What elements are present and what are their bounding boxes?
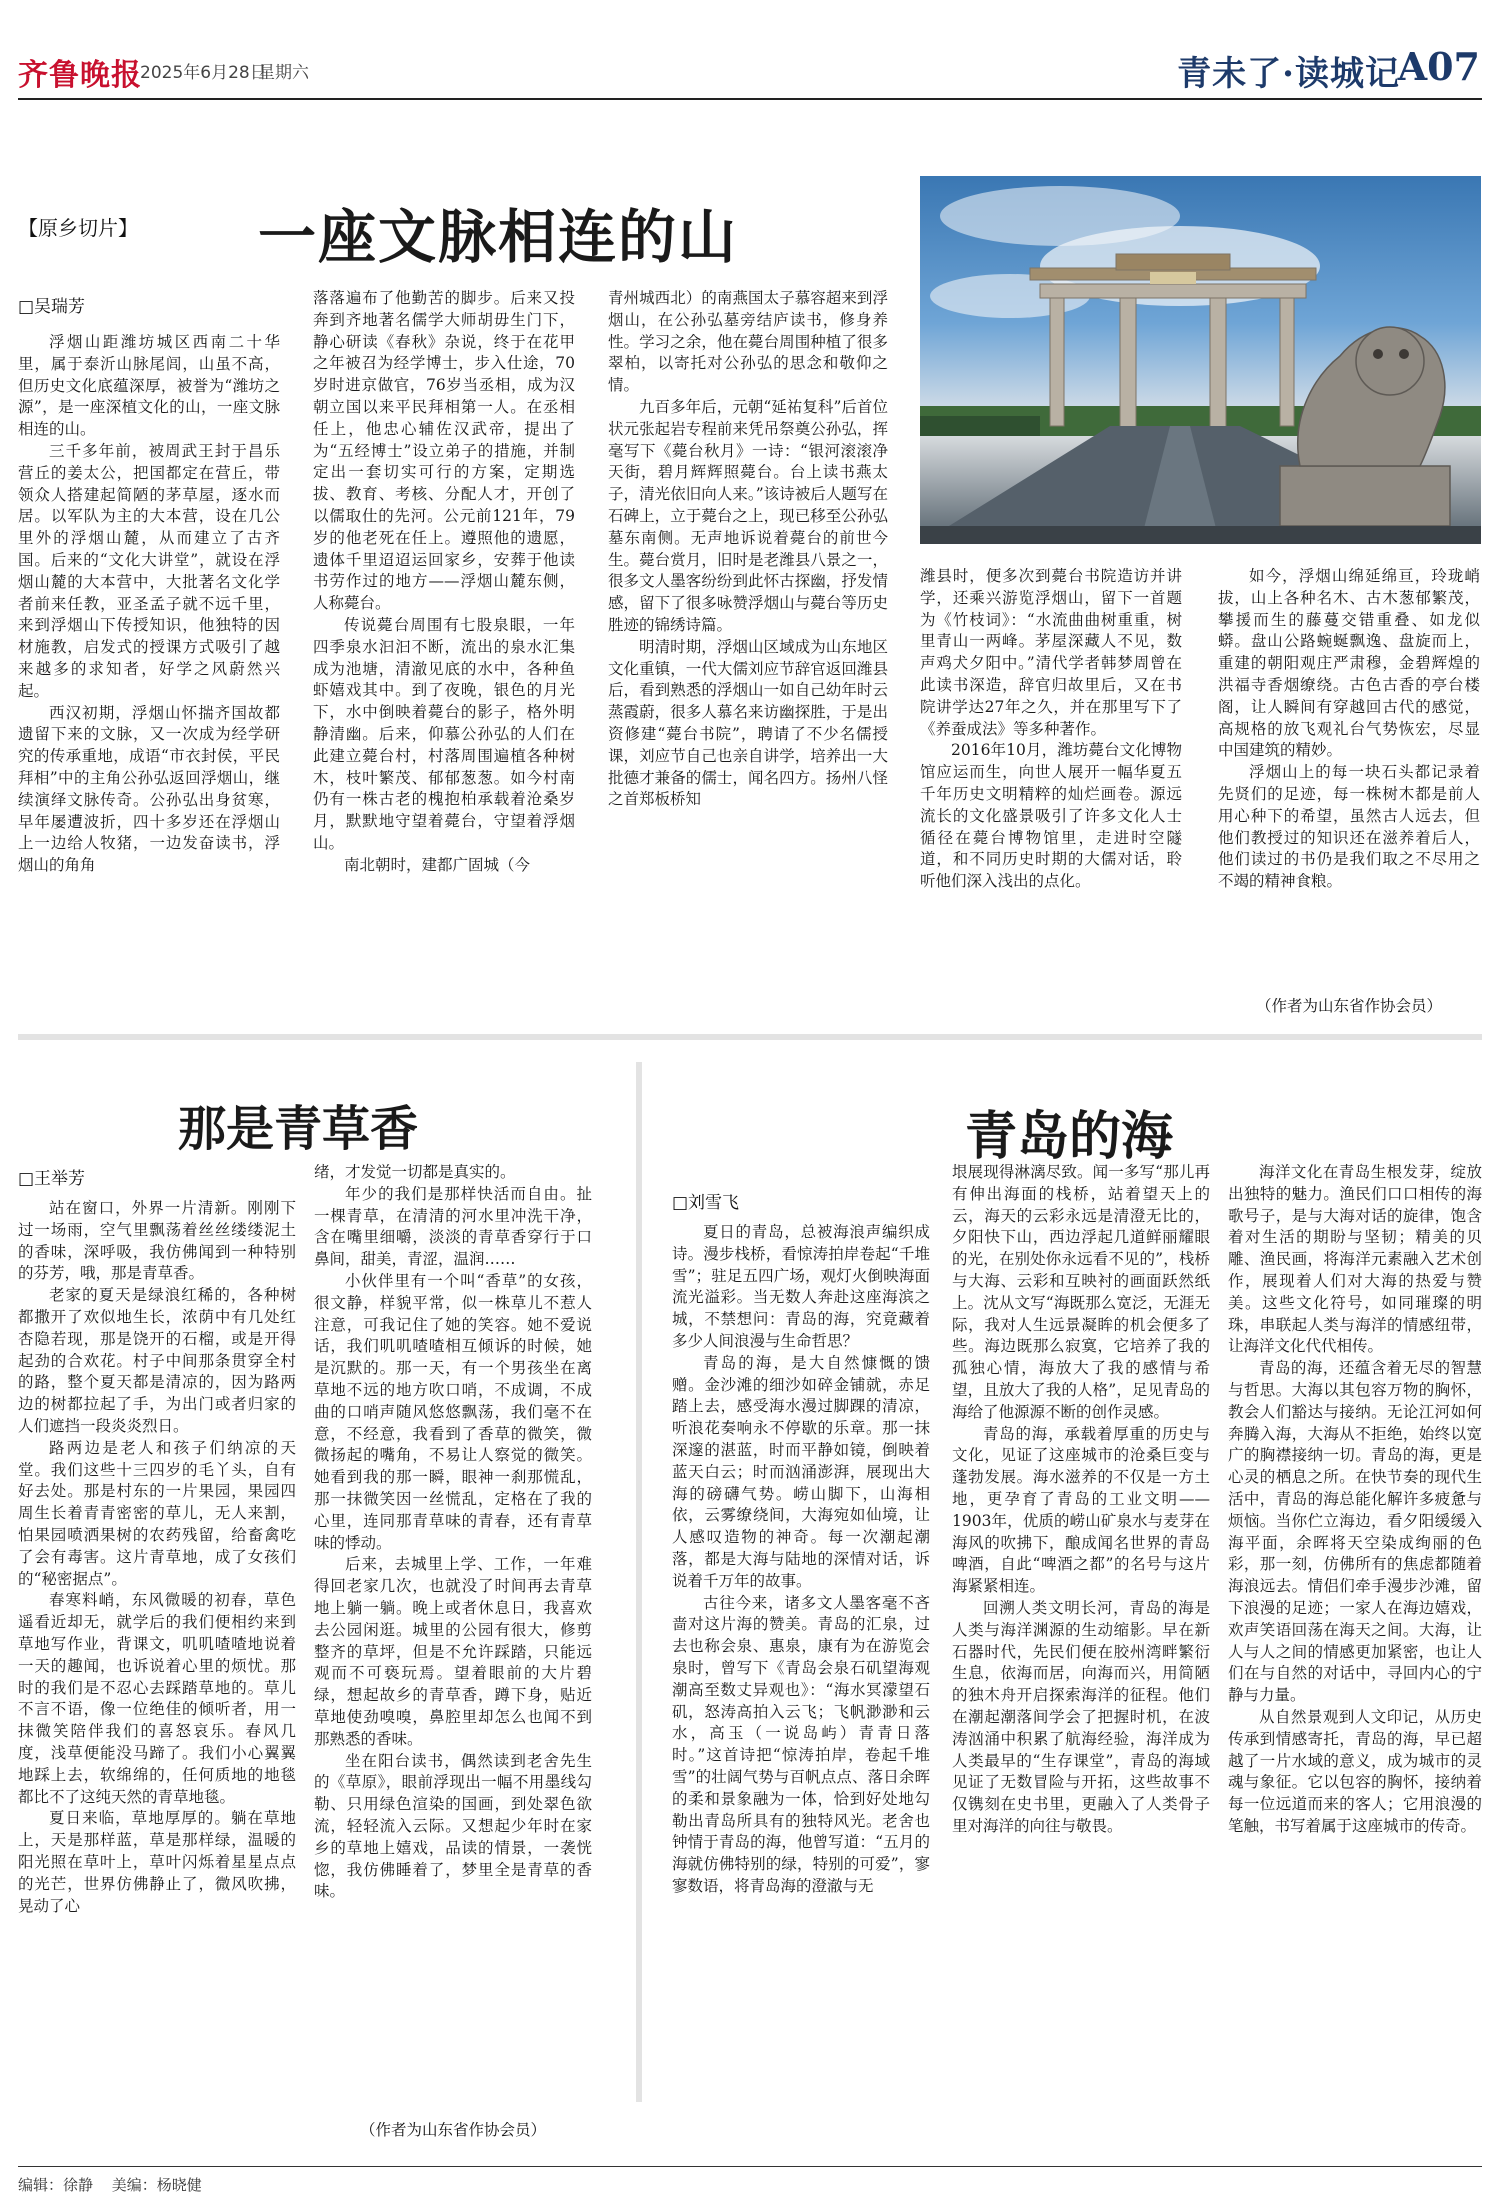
paragraph: 春寒料峭，东风微暖的初春，草色遥看近却无，就学后的我们便相约来到草地写作业，背课文，叽叽喳喳地说着一天的趣闻，也诉说着心里的烦忧。那时的我们是不忍心去踩踏草地的。草儿不言不语，像一位绝佳的倾听者，用一抹微笑陪伴我们的喜怒哀乐。春风几度，浅草便能没马蹄了。我们小心翼翼地踩上去，软绵绵的，任何质地的地毯都比不了这纯天然的青草地毯。 (18, 1591, 296, 1806)
article2-byline: □王举芳 (18, 1169, 86, 1189)
article3-title: 青岛的海 (965, 1106, 1174, 1167)
paragraph: 2016年10月，潍坊薨台文化博物馆应运而生，向世人展开一幅华夏五千年历史文明精粹的灿烂画卷。源远流长的文化盛景吸引了许多文化人士循径在薨台博物馆里，走进时空隧道，和不同历史时期的大儒对话，聆听他们深入浅出的点化。 (920, 741, 1182, 891)
section-divider (18, 1034, 1482, 1040)
article2-title: 那是青草香 (178, 1101, 419, 1157)
paragraph: 九百多年后，元朝“延祐复科”后首位状元张起岩专程前来凭吊祭奠公孙弘，挥毫写下《薨台秋月》一诗：“银河滚滚净天街，碧月辉辉照薨台。台上读书燕太子，清光依旧向人来。”该诗被后人题写在石碑上，立于薨台之上，现已移至公孙弘墓东南侧。无声地诉说着薨台的前世今生。薨台赏月，旧时是老潍县八景之一，很多文人墨客纷纷到此怀古探幽，抒发情感，留下了很多咏赞浮烟山与薨台等历史胜迹的锦绣诗篇。 (608, 397, 888, 634)
article3-column-3 (1228, 1162, 1482, 2142)
article2-column-1 (18, 1198, 296, 2142)
paragraph: 年少的我们是那样快活而自由。扯一棵青草，在清清的河水里冲洗干净，含在嘴里细嚼，淡淡的青草香穿行于口鼻间，甜美，青涩，温润…… (314, 1184, 592, 1269)
photo-illustration (920, 176, 1481, 544)
article3-column-1 (672, 1222, 930, 2142)
paragraph: 从自然景观到人文印记，从历史传承到情感寄托，青岛的海，早已超越了一片水域的意义，成为城市的灵魂与象征。它以包容的胸怀，接纳着每一位远道而来的客人；它用浪漫的笔触，书写着属于这座城市的传奇。 (1228, 1707, 1482, 1835)
editor-credit: 编辑：徐静 (18, 2176, 94, 2194)
article1-byline: □吴瑞芳 (18, 297, 86, 317)
paragraph: 老家的夏天是绿浪红稀的，各种树都撒开了欢似地生长，浓荫中有几处红杏隐若现，那是饶开的石榴，或是开得起劲的合欢花。村子中间那条贯穿全村的路，整个夏天都是清凉的，因为路两边的树都拉起了手，为出门或者归家的人们遮挡一段炎炎烈日。 (18, 1286, 296, 1435)
footer-rule (18, 2166, 1482, 2167)
paragraph: 古往今来，诸多文人墨客毫不吝啬对这片海的赞美。青岛的汇泉，过去也称会泉、惠泉，康有为在游览会泉时，曾写下《青岛会泉石矶望海观潮高至数丈异观也》：“海水冥濛望石矶，怒涛高拍入云飞；飞帆渺渺和云水，高玉（一说岛屿）青青日落时。”这首诗把“惊涛拍岸，卷起千堆雪”的壮阔气势与百帆点点、落日余晖的柔和景象融为一体，恰到好处地勾勒出青岛所具有的独特风光。老舍也钟情于青岛的海，他曾写道：“五月的海就仿佛特别的绿，特别的可爱”，寥寥数语，将青岛海的澄澈与无 (672, 1593, 930, 1895)
column-divider (636, 1062, 642, 2102)
paragraph: 回溯人类文明长河，青岛的海是人类与海洋渊源的生动缩影。早在新石器时代，先民们便在胶州湾畔繁衍生息，依海而居，向海而兴，用简陋的独木舟开启探索海洋的征程。他们在潮起潮落间学会了把握时机，在波涛汹涌中积累了航海经验，海洋成为人类最早的“生存课堂”，青岛的海域见证了无数冒险与开拓，这些故事不仅镌刻在史书里，更融入了人类骨子里对海洋的向往与敬畏。 (952, 1598, 1210, 1835)
paragraph: 垠展现得淋漓尽致。闻一多写“那儿再有伸出海面的栈桥，站着望天上的云，海天的云彩永远是清澄无比的，夕阳快下山，西边浮起几道鲜丽耀眼的光，在别处你永远看不见的”，栈桥与大海、云彩和互映衬的画面跃然纸上。沈从文写“海既那么宽泛，无涯无际，我对人生远景凝眸的机会便多了些。海边既那么寂寞，它培养了我的孤独心情，海放大了我的感情与希望，且放大了我的人格”，足见青岛的海给了他源源不断的创作灵感。 (952, 1163, 1210, 1421)
article1-column-1 (18, 332, 280, 1020)
paragraph: 海洋文化在青岛生根发芽，绽放出独特的魅力。渔民们口口相传的海歌号子，是与大海对话的旋律，饱含着对生活的期盼与坚韧；精美的贝雕、渔民画，将海洋元素融入艺术创作，展现着人们对大海的热爱与赞美。这些文化符号，如同璀璨的明珠，串联起人类与海洋的情感纽带，让海洋文化代代相传。 (1228, 1163, 1482, 1356)
paragraph: 青州城西北）的南燕国太子慕容超来到浮烟山，在公孙弘墓旁结庐读书，修身养性。学习之余，他在薨台周围种植了很多翠柏，以寄托对公孙弘的思念和敬仰之情。 (608, 289, 888, 395)
designer-credit: 美编：杨晓健 (111, 2176, 202, 2194)
paragraph: 明清时期，浮烟山区域成为山东地区文化重镇，一代大儒刘应节辞官返回潍县后，看到熟悉的浮烟山一如自己幼年时云蒸霞蔚，很多人慕名来访幽探胜，于是出资修建“薨台书院”，聘请了不少名儒授课，刘应节自己也亲自讲学，培养出一大批德才兼备的儒士，闻名四方。扬州八怪之首郑板桥知 (608, 637, 888, 809)
paragraph: 西汉初期，浮烟山怀揣齐国故都遗留下来的文脉，又一次成为经学研究的传承重地，成语“市衣封侯，平民拜相”中的主角公孙弘返回浮烟山，继续演绎文脉传奇。公孙弘出身贫寒，早年屡遭波折，四十多岁还在浮烟山上一边给人牧猪，一边发奋读书，浮烟山的角角 (18, 703, 280, 875)
paragraph: 浮烟山距潍坊城区西南二十华里，属于泰沂山脉尾闾，山虽不高，但历史文化底蕴深厚，被誉为“潍坊之源”，是一座深植文化的山，一座文脉相连的山。 (18, 333, 280, 439)
paragraph: 绪，才发觉一切都是真实的。 (314, 1163, 516, 1181)
article1-column-tag: 【原乡切片】 (18, 216, 138, 240)
paragraph: 潍县时，便多次到薨台书院造访并讲学，还乘兴游览浮烟山，留下一首题为《竹枝词》：“水流曲曲树重重，树里青山一两峰。茅屋深藏人不见，数声鸡犬夕阳中。”清代学者韩梦周曾在此读书深造，辞官归故里后，又在书院讲学达27年之久，并在那里写下了《养蚕成法》等多种著作。 (920, 567, 1182, 738)
paragraph: 路两边是老人和孩子们纳凉的天堂。我们这些十三四岁的毛丫头，自有好去处。那是村东的一片果园，果园四周生长着青青密密的草儿，无人来割，怕果园喷洒果树的农药残留，给畜禽吃了会有毒害。这片青草地，成了女孩们的“秘密据点”。 (18, 1438, 296, 1588)
paragraph: 如今，浮烟山绵延绵亘，玲珑峭拔，山上各种名木、古木葱郁繁茂，攀援而生的藤蔓交错重叠、如龙似蟒。盘山公路蜿蜒飘逸、盘旋而上，重建的朝阳观庄严肃穆，金碧辉煌的洪福寺香烟缭绕。古色古香的亭台楼阁，让人瞬间有穿越回古代的感觉，高规格的放飞观礼台气势恢宏，尽显中国建筑的精妙。 (1218, 567, 1480, 760)
article3-byline: □刘雪飞 (672, 1193, 740, 1213)
header-rule (18, 98, 1482, 100)
paragraph: 传说薨台周围有七股泉眼，一年四季泉水汩汩不断，流出的泉水汇集成为池塘，清澈见底的水中，各种鱼虾嬉戏其中。到了夜晚，银色的月光下，水中倒映着薨台的影子，格外明静清幽。后来，仰慕公孙弘的人们在此建立薨台村，村落周围遍植各种树木，枝叶繁茂、郁郁葱葱。如今村南仍有一株古老的槐抱柏承载着沧桑岁月，默默地守望着薨台，守望着浮烟山。 (313, 615, 575, 852)
article1-author-credit: （作者为山东省作协会员） (1255, 997, 1442, 1015)
issue-weekday: 星期六 (258, 63, 309, 83)
article1-column-2 (313, 288, 575, 1020)
issue-date: 2025年6月28日 (140, 63, 267, 83)
article1-title: 一座文脉相连的山 (258, 203, 739, 271)
article1-column-5 (1218, 566, 1480, 986)
article3-column-2 (952, 1162, 1210, 2142)
article2-author-credit: （作者为山东省作协会员） (359, 2121, 546, 2139)
article1-photo-archway-stone-lion (920, 176, 1481, 544)
paragraph: 三千多年前，被周武王封于昌乐营丘的姜太公，把国都定在营丘，带领众人搭建起简陋的茅草屋，逐水而居。以军队为主的大本营，设在几公里外的浮烟山麓，从而建立了古齐国。后来的“文化大讲堂”，就设在浮烟山麓的大本营中，大批著名文化学者前来任教，亚圣孟子就不远千里，来到浮烟山下传授知识，他独特的因材施教，启发式的授课方式吸引了越来越多的求知者，好学之风蔚然兴起。 (18, 441, 280, 700)
paragraph: 夏日来临，草地厚厚的。躺在草地上，天是那样蓝，草是那样绿，温暖的阳光照在草叶上，草叶闪烁着星星点点的光芒，世界仿佛静止了，微风吹拂，晃动了心 (18, 1809, 296, 1915)
page-number: A07 (1397, 44, 1480, 89)
newspaper-logo: 齐鲁晚报 (18, 58, 142, 93)
paragraph: 小伙伴里有一个叫“香草”的女孩，很文静，样貌平常，似一株草儿不惹人注意，可我记住了她的笑容。她不爱说话，我们叽叽喳喳相互倾诉的时候，她是沉默的。那一天，有一个男孩坐在离草地不远的地方吹口哨，不成调，不成曲的口哨声随风悠悠飘荡，我们毫不在意，不经意，我看到了香草的微笑，微微扬起的嘴角，不易让人察觉的微笑。她看到我的那一瞬，眼神一刹那慌乱，那一抹微笑因一丝慌乱，定格在了我的心里，连同那青草味的青春，还有青草味的悸动。 (314, 1271, 592, 1552)
article1-column-4 (920, 566, 1182, 992)
paragraph: 南北朝时，建都广固城（今 (344, 855, 531, 874)
paragraph: 夏日的青岛，总被海浪声编织成诗。漫步栈桥，看惊涛拍岸卷起“千堆雪”；驻足五四广场，观灯火倒映海面流光溢彩。当无数人奔赴这座海滨之城，不禁想问：青岛的海，究竟藏着多少人间浪漫与生命哲思？ (672, 1223, 930, 1350)
paragraph: 坐在阳台读书，偶然读到老舍先生的《草原》，眼前浮现出一幅不用墨线勾勒、只用绿色渲染的国画，到处翠色欲流，轻轻流入云际。又想起少年时在家乡的草地上嬉戏，品读的情景，一袭恍惚，我仿佛睡着了，梦里全是青草的香味。 (314, 1751, 592, 1901)
article2-column-2 (314, 1162, 592, 2112)
article1-column-3 (608, 288, 888, 1020)
paragraph: 青岛的海，还蕴含着无尽的智慧与哲思。大海以其包容万物的胸怀，教会人们豁达与接纳。无论江河如何奔腾入海，大海从不拒绝，始终以宽广的胸襟接纳一切。青岛的海，更是心灵的栖息之所。在快节奏的现代生活中，青岛的海总能化解许多疲惫与烦恼。当你伫立海边，看夕阳缓缓入海平面，余晖将天空染成绚丽的色彩，那一刻，仿佛所有的焦虑都随着海浪远去。情侣们牵手漫步沙滩，留下浪漫的足迹；一家人在海边嬉戏，欢声笑语回荡在海天之间。大海，让人与人之间的情感更加紧密，也让人们在与自然的对话中，寻回内心的宁静与力量。 (1228, 1359, 1482, 1705)
paragraph: 青岛的海，是大自然慷慨的馈赠。金沙滩的细沙如碎金铺就，赤足踏上去，感受海水漫过脚踝的清凉，听浪花奏响永不停歇的乐章。那一抹深邃的湛蓝，时而平静如镜，倒映着蓝天白云；时而汹涌澎湃，展现出大海的磅礴气势。崂山脚下，山海相依，云雾缭绕间，大海宛如仙境，让人感叹造物的神奇。每一次潮起潮落，都是大海与陆地的深情对话，诉说着千万年的故事。 (672, 1353, 930, 1590)
paragraph: 站在窗口，外界一片清新。刚刚下过一场雨，空气里飘荡着丝丝缕缕泥土的香味，深呼吸，我仿佛闻到一种特别的芬芳，哦，那是青草香。 (18, 1199, 296, 1283)
paragraph: 浮烟山上的每一块石头都记录着先贤们的足迹，每一株树木都是前人用心种下的希望，虽然古人远去，但他们教授过的知识还在滋养着后人，他们读过的书仍是我们取之不尽用之不竭的精神食粮。 (1218, 763, 1480, 891)
footer-credits (18, 2174, 202, 2195)
paragraph: 青岛的海，承载着厚重的历史与文化，见证了这座城市的沧桑巨变与蓬勃发展。海水滋养的不仅是一方土地，更孕育了青岛的工业文明——1903年，优质的崂山矿泉水与麦芽在海风的吹拂下，酿成闻名世界的青岛啤酒，自此“啤酒之都”的名号与这片海紧紧相连。 (952, 1424, 1210, 1596)
paragraph: 落落遍布了他勤苦的脚步。后来又投奔到齐地著名儒学大师胡毋生门下，静心研读《春秋》杂说，终于在花甲之年被召为经学博士，步入仕途，70岁时进京做官，76岁当丞相，成为汉朝立国以来平民拜相第一人。在丞相任上，他忠心辅佐汉武帝，提出了为“五经博士”设立弟子的措施，并制定出一套切实可行的方案，定期选拔、教育、考核、分配人才，开创了以儒取仕的先河。公元前121年，79岁的他老死在任上。遵照他的遗愿，遗体千里迢迢运回家乡，安葬于他读书劳作过的地方——浮烟山麓东侧，人称薨台。 (313, 289, 575, 613)
paragraph: 后来，去城里上学、工作，一年难得回老家几次，也就没了时间再去青草地上躺一躺。晚上或者休息日，我喜欢去公园闲逛。城里的公园有很大，修剪整齐的草坪，但是不允许踩踏，只能远观而不可亵玩焉。望着眼前的大片碧绿，想起故乡的青草香，蹲下身，贴近草地使劲嗅嗅，鼻腔里却怎么也闻不到那熟悉的香味。 (314, 1555, 592, 1748)
section-title: 青未了·读城记 (1177, 54, 1400, 94)
